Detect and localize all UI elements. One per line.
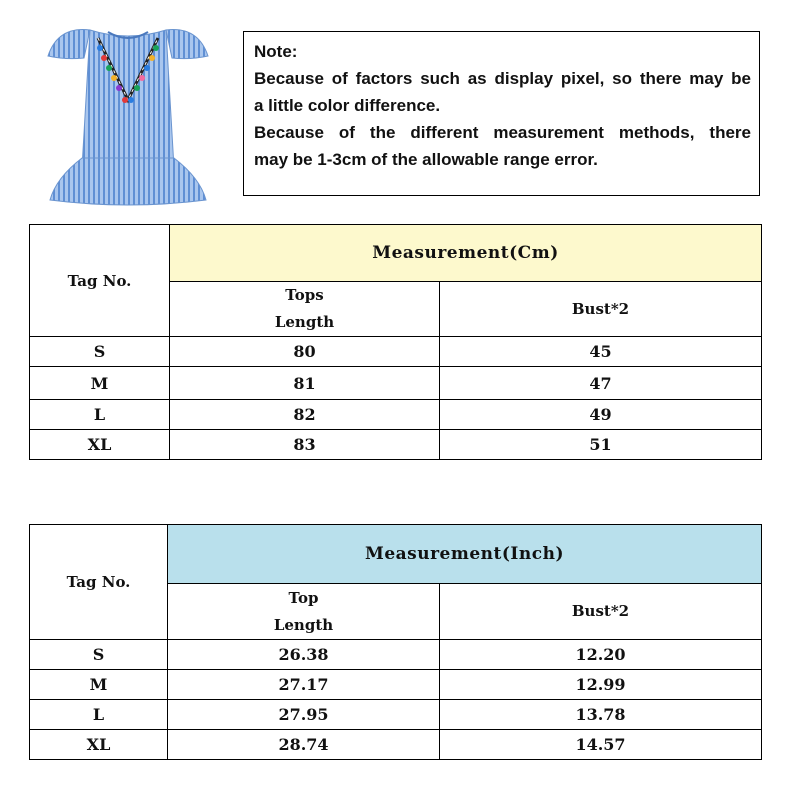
tag-cell: M [30,670,168,700]
bust-cell: 13.78 [440,700,762,730]
tag-cell: L [30,700,168,730]
bust-cell: 49 [440,400,762,430]
bust-column-header: Bust*2 [440,584,762,640]
product-image [38,18,218,208]
measurement-header: Measurement(Cm) [170,225,762,282]
length-cell: 27.95 [168,700,440,730]
tag-cell: S [30,640,168,670]
note-line-1: Because of factors such as display pixel, so there may be [254,69,751,88]
tag-header: Tag No. [30,225,170,337]
length-header-line-2: Length [273,615,334,634]
note-box [243,31,760,196]
size-table-inch [29,524,762,760]
size-table-cm [29,224,762,460]
bust-cell: 45 [440,337,762,367]
note-line-4: may be 1-3cm of the allowable range error. [254,150,598,169]
length-cell: 80 [170,337,440,367]
measurement-header: Measurement(Inch) [168,525,762,584]
bust-cell: 51 [440,430,762,460]
note-line-2: a little color difference. [254,96,441,115]
note-title: Note: [254,42,298,61]
length-cell: 27.17 [168,670,440,700]
tag-cell: XL [30,730,168,760]
length-column-header [170,282,440,337]
bust-cell: 47 [440,367,762,400]
length-cell: 81 [170,367,440,400]
length-cell: 83 [170,430,440,460]
tag-cell: XL [30,430,170,460]
length-header-line-2: Length [274,313,335,331]
length-column-header [168,584,440,640]
tag-header: Tag No. [30,525,168,640]
bust-cell: 14.57 [440,730,762,760]
bust-column-header: Bust*2 [440,282,762,337]
length-cell: 28.74 [168,730,440,760]
length-header-line-1: Tops [285,286,324,304]
length-header-line-1: Top [288,588,319,607]
tag-cell: L [30,400,170,430]
length-cell: 26.38 [168,640,440,670]
bust-cell: 12.99 [440,670,762,700]
tag-cell: S [30,337,170,367]
tag-cell: M [30,367,170,400]
length-cell: 82 [170,400,440,430]
dress-illustration [38,18,218,208]
note-line-3: Because of the different measurement methods, there [254,123,751,142]
bust-cell: 12.20 [440,640,762,670]
